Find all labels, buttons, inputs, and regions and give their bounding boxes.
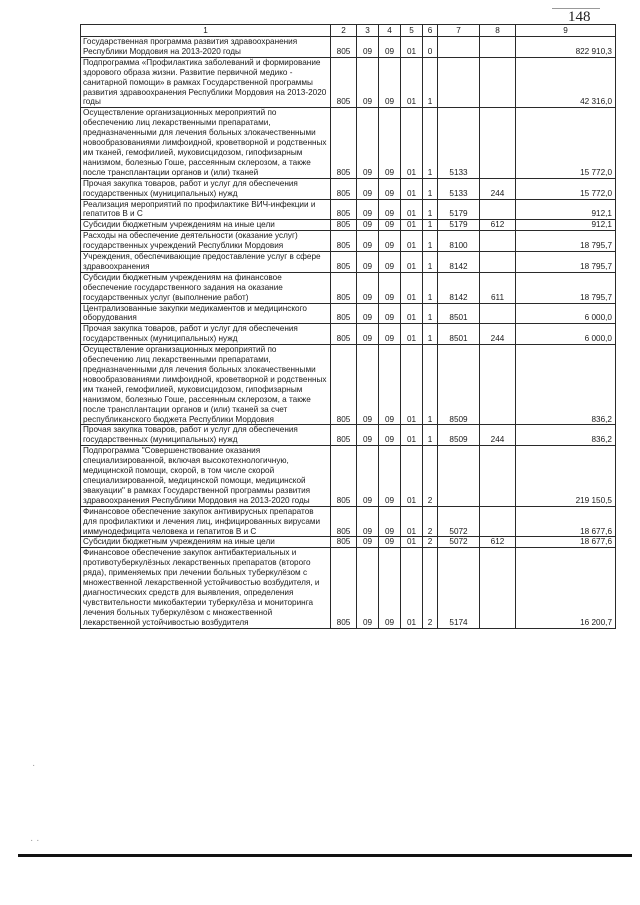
code-article-cell: 5179 [438,199,480,220]
header-row [81,25,616,37]
header-cell: 3 [357,25,379,37]
page-number: 148 [568,9,591,25]
code-program-cell: 01 [401,345,423,425]
code-admin-cell: 805 [331,37,357,58]
code-article-cell: 8100 [438,231,480,252]
code-subprogram-cell: 1 [423,57,438,108]
table-row [81,303,616,324]
code-subprogram-cell: 1 [423,425,438,446]
code-admin-cell: 805 [331,252,357,273]
code-program-cell: 01 [401,537,423,548]
table-row [81,231,616,252]
row-name-cell: Подпрограмма «Профилактика заболеваний и формирование здорового образа жизни. Развитие первичной медико - санитарной помощи» в рамках Государственной программы развития здравоохранения Республики Мордовия на 2013-2020 годы [81,57,331,108]
row-name-cell: Субсидии бюджетным учреждениям на иные цели [81,220,331,231]
code-section-cell: 09 [357,108,379,178]
code-section-cell: 09 [357,303,379,324]
code-section-cell: 09 [357,324,379,345]
code-program-cell: 01 [401,324,423,345]
code-section-cell: 09 [357,178,379,199]
code-admin-cell: 805 [331,272,357,303]
code-expense-type-cell: 244 [480,324,516,345]
code-subsection-cell: 09 [379,324,401,345]
code-program-cell: 01 [401,252,423,273]
code-article-cell [438,57,480,108]
amount-cell: 15 772,0 [516,178,616,199]
code-expense-type-cell: 612 [480,220,516,231]
code-admin-cell: 805 [331,324,357,345]
header-cell: 7 [438,25,480,37]
table-row [81,506,616,537]
table-row [81,199,616,220]
code-subsection-cell: 09 [379,178,401,199]
code-expense-type-cell: 611 [480,272,516,303]
code-subprogram-cell: 1 [423,199,438,220]
row-name-cell: Централизованные закупки медикаментов и медицинского оборудования [81,303,331,324]
code-article-cell: 5072 [438,537,480,548]
code-subprogram-cell: 2 [423,537,438,548]
code-subsection-cell: 09 [379,425,401,446]
code-section-cell: 09 [357,537,379,548]
code-expense-type-cell [480,199,516,220]
row-name-cell: Учреждения, обеспечивающие предоставление услуг в сфере здравоохранения [81,252,331,273]
amount-cell: 18 677,6 [516,537,616,548]
table-row [81,178,616,199]
code-admin-cell: 805 [331,537,357,548]
code-admin-cell: 805 [331,548,357,628]
code-program-cell: 01 [401,548,423,628]
table-row [81,446,616,506]
code-subprogram-cell: 0 [423,37,438,58]
code-expense-type-cell [480,57,516,108]
code-subsection-cell: 09 [379,303,401,324]
code-expense-type-cell [480,231,516,252]
amount-cell: 15 772,0 [516,108,616,178]
code-expense-type-cell [480,548,516,628]
code-article-cell [438,446,480,506]
code-section-cell: 09 [357,57,379,108]
table-row [81,108,616,178]
amount-cell: 6 000,0 [516,303,616,324]
code-section-cell: 09 [357,252,379,273]
bottom-rule [18,854,632,857]
table-row [81,548,616,628]
code-expense-type-cell [480,506,516,537]
amount-cell: 912,1 [516,199,616,220]
code-program-cell: 01 [401,446,423,506]
code-subsection-cell: 09 [379,199,401,220]
code-subsection-cell: 09 [379,345,401,425]
code-program-cell: 01 [401,37,423,58]
code-article-cell: 8501 [438,324,480,345]
code-subprogram-cell: 2 [423,548,438,628]
code-subprogram-cell: 1 [423,272,438,303]
row-name-cell: Финансовое обеспечение закупок антивирусных препаратов для профилактики и лечения лиц, инфицированных вирусами иммунодефицита человека и гепатитов В и С [81,506,331,537]
amount-cell: 836,2 [516,345,616,425]
code-admin-cell: 805 [331,108,357,178]
amount-cell: 6 000,0 [516,324,616,345]
code-program-cell: 01 [401,506,423,537]
header-cell: 5 [401,25,423,37]
amount-cell: 16 200,7 [516,548,616,628]
code-section-cell: 09 [357,220,379,231]
code-article-cell [438,37,480,58]
row-name-cell: Государственная программа развития здравоохранения Республики Мордовия на 2013-2020 годы [81,37,331,58]
code-expense-type-cell: 244 [480,425,516,446]
scan-artifact: · · [30,835,40,846]
scan-artifact: · [32,760,36,771]
table-row [81,37,616,58]
code-article-cell: 8142 [438,252,480,273]
code-program-cell: 01 [401,220,423,231]
code-program-cell: 01 [401,272,423,303]
amount-cell: 18 795,7 [516,252,616,273]
code-article-cell: 8501 [438,303,480,324]
code-subprogram-cell: 1 [423,108,438,178]
amount-cell: 18 795,7 [516,231,616,252]
code-expense-type-cell: 244 [480,178,516,199]
header-cell: 1 [81,25,331,37]
code-article-cell: 8509 [438,425,480,446]
code-admin-cell: 805 [331,57,357,108]
row-name-cell: Финансовое обеспечение закупок антибактериальных и противотуберкулёзных лекарственных препаратов (второго ряда), применяемых при лечении больных туберкулёзом с множественной лекарственной устойчивостью возбудителя, и диагностических средств для выявления, определения чувствительности микобактерии туберкулёза и мониторинга лечения больных туберкулёзом с множественной лекарственной устойчивостью возбудителя [81,548,331,628]
code-admin-cell: 805 [331,425,357,446]
code-subprogram-cell: 1 [423,303,438,324]
code-admin-cell: 805 [331,446,357,506]
code-program-cell: 01 [401,425,423,446]
code-subsection-cell: 09 [379,537,401,548]
code-subsection-cell: 09 [379,108,401,178]
table-row [81,252,616,273]
code-admin-cell: 805 [331,345,357,425]
code-admin-cell: 805 [331,199,357,220]
code-admin-cell: 805 [331,231,357,252]
code-expense-type-cell: 612 [480,537,516,548]
amount-cell: 836,2 [516,425,616,446]
code-subsection-cell: 09 [379,252,401,273]
code-article-cell: 5133 [438,108,480,178]
row-name-cell: Реализация мероприятий по профилактике ВИЧ-инфекции и гепатитов В и С [81,199,331,220]
code-expense-type-cell [480,345,516,425]
amount-cell: 822 910,3 [516,37,616,58]
table-row [81,272,616,303]
code-admin-cell: 805 [331,303,357,324]
amount-cell: 18 677,6 [516,506,616,537]
row-name-cell: Осуществление организационных мероприятий по обеспечению лиц лекарственными препаратами, предназначенными для лечения больных злокачественными новообразованиями лимфоидной, кроветворной и родственных им тканей, гемофилией, муковисцидозом, гипофизарным нанизмом, болезнью Гоше, рассеянным склерозом, а также после трансплантации органов и (или) тканей [81,108,331,178]
code-section-cell: 09 [357,199,379,220]
code-article-cell: 8142 [438,272,480,303]
code-section-cell: 09 [357,506,379,537]
code-expense-type-cell [480,303,516,324]
code-admin-cell: 805 [331,178,357,199]
code-program-cell: 01 [401,57,423,108]
table-row [81,324,616,345]
code-article-cell: 5133 [438,178,480,199]
row-name-cell: Осуществление организационных мероприятий по обеспечению лиц лекарственными препаратами, предназначенными для лечения больных злокачественными новообразованиями лимфоидной, кроветворной и родственных им тканей, гемофилией, муковисцидозом, гипофизарным нанизмом, болезнью Гоше, рассеянным склерозом, а также после трансплантации органов и (или) тканей за счет республиканского бюджета Республики Мордовия [81,345,331,425]
table-row [81,537,616,548]
code-subprogram-cell: 2 [423,446,438,506]
table-row [81,425,616,446]
header-cell: 4 [379,25,401,37]
code-subprogram-cell: 2 [423,506,438,537]
code-expense-type-cell [480,108,516,178]
header-cell: 9 [516,25,616,37]
code-article-cell: 5072 [438,506,480,537]
code-expense-type-cell [480,252,516,273]
code-expense-type-cell [480,37,516,58]
row-name-cell: Прочая закупка товаров, работ и услуг для обеспечения государственных (муниципальных) нужд [81,178,331,199]
table-row [81,345,616,425]
row-name-cell: Прочая закупка товаров, работ и услуг для обеспечения государственных (муниципальных) нужд [81,425,331,446]
code-section-cell: 09 [357,37,379,58]
amount-cell: 219 150,5 [516,446,616,506]
code-admin-cell: 805 [331,506,357,537]
code-subsection-cell: 09 [379,272,401,303]
table-row [81,220,616,231]
code-article-cell: 8509 [438,345,480,425]
code-subsection-cell: 09 [379,231,401,252]
code-section-cell: 09 [357,548,379,628]
code-section-cell: 09 [357,231,379,252]
code-section-cell: 09 [357,425,379,446]
code-subprogram-cell: 1 [423,220,438,231]
code-section-cell: 09 [357,446,379,506]
code-subsection-cell: 09 [379,446,401,506]
code-article-cell: 5179 [438,220,480,231]
code-subsection-cell: 09 [379,548,401,628]
code-admin-cell: 805 [331,220,357,231]
code-subprogram-cell: 1 [423,345,438,425]
code-subprogram-cell: 1 [423,252,438,273]
table-row [81,57,616,108]
code-subsection-cell: 09 [379,37,401,58]
budget-table [80,24,616,629]
code-article-cell: 5174 [438,548,480,628]
amount-cell: 912,1 [516,220,616,231]
code-subprogram-cell: 1 [423,324,438,345]
code-expense-type-cell [480,446,516,506]
code-subsection-cell: 09 [379,57,401,108]
code-subprogram-cell: 1 [423,178,438,199]
amount-cell: 18 795,7 [516,272,616,303]
code-subsection-cell: 09 [379,220,401,231]
code-program-cell: 01 [401,199,423,220]
row-name-cell: Субсидии бюджетным учреждениям на иные цели [81,537,331,548]
code-program-cell: 01 [401,178,423,199]
amount-cell: 42 316,0 [516,57,616,108]
code-subsection-cell: 09 [379,506,401,537]
code-program-cell: 01 [401,108,423,178]
code-program-cell: 01 [401,303,423,324]
code-program-cell: 01 [401,231,423,252]
header-cell: 2 [331,25,357,37]
row-name-cell: Расходы на обеспечение деятельности (оказание услуг) государственных учреждений Республики Мордовия [81,231,331,252]
code-section-cell: 09 [357,272,379,303]
row-name-cell: Подпрограмма "Совершенствование оказания специализированной, включая высокотехнологичную, медицинской помощи, скорой, в том числе скорой специализированной, медицинской помощи, медицинской эвакуации" в рамках Государственной программы развития здравоохранения Республики Мордовия на 2013-2020 годы [81,446,331,506]
row-name-cell: Прочая закупка товаров, работ и услуг для обеспечения государственных (муниципальных) нужд [81,324,331,345]
header-cell: 6 [423,25,438,37]
row-name-cell: Субсидии бюджетным учреждениям на финансовое обеспечение государственного задания на оказание государственных услуг (выполнение работ) [81,272,331,303]
code-section-cell: 09 [357,345,379,425]
header-cell: 8 [480,25,516,37]
code-subprogram-cell: 1 [423,231,438,252]
